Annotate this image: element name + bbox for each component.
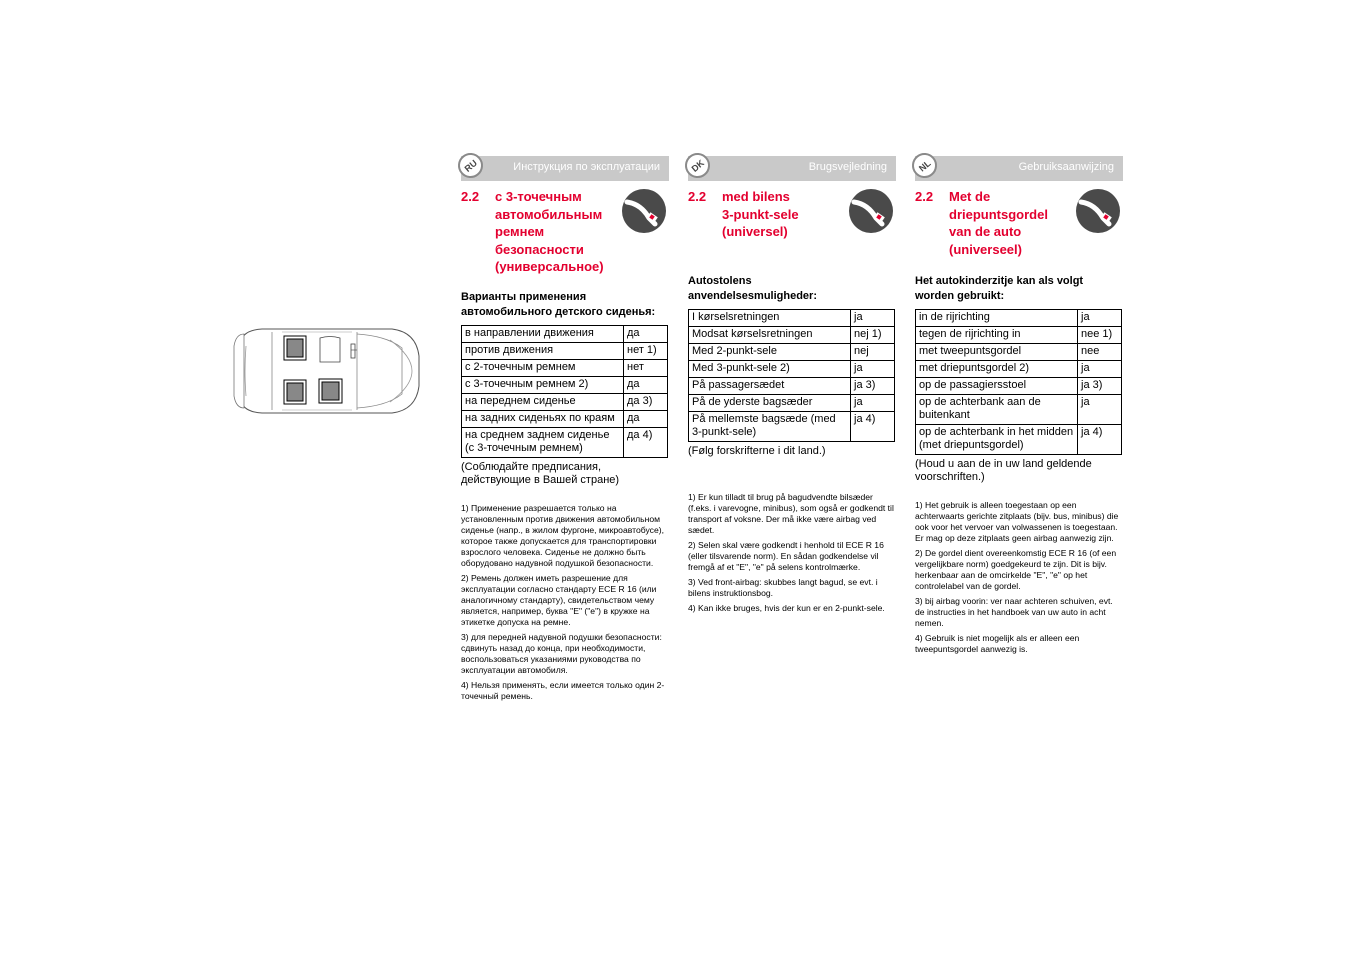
table-row: Med 2-punkt-sele nej [689, 343, 895, 360]
table-row: tegen de rijrichting in nee 1) [916, 327, 1122, 344]
footnote: 3) Ved front-airbag: skubbes langt bagud, se evt. i bilens instruktionsbog. [688, 576, 878, 598]
section-heading [688, 188, 896, 241]
table-row: met tweepuntsgordel nee [916, 344, 1122, 361]
language-badge: RU [453, 148, 488, 183]
column-header [688, 156, 896, 181]
table-row: на задних сиденьях по краям да [462, 410, 668, 427]
table-row: På de yderste bagsæder ja [689, 394, 895, 411]
table-row: с 2-точечным ремнем нет [462, 359, 668, 376]
footnote: 1) Er kun tilladt til brug på bagudvendte bilsæder (f.eks. i varevogne, minibus), som også er godkendt til transport af voksne. Der må ikke være airbag ved sædet. [688, 491, 894, 535]
table-row: op de achterbank in het midden (met driepuntsgordel) ja 4) [916, 425, 1122, 455]
usage-subheading: Het autokinderzitje kan als volgt worden gebruikt: [915, 275, 1084, 302]
usage-subheading: Autostolens anvendelsesmuligheder: [688, 274, 817, 302]
table-row: Med 3-punkt-sele 2) ja [689, 360, 895, 377]
regulations-note: (Соблюдайте предписания, действующие в Вашей стране) [461, 460, 620, 486]
table-row: на среднем заднем сиденье (с 3-точечным ремнем) да 4) [462, 427, 668, 457]
section-title: med bilens 3-punkt-sele (universel) [722, 189, 799, 239]
table-row: in de rijrichting ja [916, 310, 1122, 327]
footnote: 3) bij airbag voorin: ver naar achteren schuiven, evt. de instructies in het handboek van uw auto in acht nemen. [915, 596, 1113, 628]
column-nl [915, 156, 1123, 659]
column-header [461, 156, 669, 181]
footnote: 4) Нельзя применять, если имеется только один 2-точечный ремень. [461, 679, 665, 701]
footnote: 2) Selen skal være godkendt i henhold til ECE R 16 (eller tilsvarende norm). En sådan godkendelse vil fremgå af et "E", "e" på selens kontrolmærke. [688, 539, 884, 572]
language-badge: DK [680, 148, 715, 183]
usage-subheading: Варианты применения автомобильного детского сиденья: [461, 290, 656, 318]
footnote: 4) Gebruik is niet mogelijk als er alleen een tweepuntsgordel aanwezig is. [915, 633, 1080, 654]
footnote: 2) Ремень должен иметь разрешение для эксплуатации согласно стандарту ECE R 16 (или аналогичному стандарту), свидетельством чему является, например, буква "E" ("e") в кружке на этикетке допуска на ремне. [461, 572, 657, 627]
footnotes [688, 492, 896, 614]
table-row: met driepuntsgordel 2) ja [916, 361, 1122, 378]
section-title: с 3-точечным автомобильным ремнем безопасности (универсальное) [495, 189, 604, 274]
footnote: 2) De gordel dient overeenkomstig ECE R 16 (of een vergelijkbare norm) goedgekeurd te zijn. Dit is bijv. herkenbaar aan de omcirkelde "E", "e" op het controlelabel van de gordel. [915, 548, 1117, 591]
seatbelt-icon [848, 188, 894, 234]
car-seating-diagram [232, 326, 422, 416]
table-row: Modsat kørselsretningen nej 1) [689, 326, 895, 343]
column-ru [461, 156, 669, 706]
usage-table [915, 309, 1122, 455]
regulations-note: (Følg forskrifterne i dit land.) [688, 444, 826, 457]
regulations-note: (Houd u aan de in uw land geldende voorschriften.) [915, 458, 1092, 483]
table-row: På passagersædet ja 3) [689, 377, 895, 394]
table-row: против движения нет 1) [462, 342, 668, 359]
footnote: 1) Het gebruik is alleen toegestaan op een achterwaarts gerichte zitplaats (bijv. bus, minibus) die ook voor het vervoer van volwassenen is toegestaan. Er mag op deze zitplaats geen airbag aanwezig zijn. [915, 500, 1119, 543]
seatbelt-icon [621, 188, 667, 234]
header-title: Brugsvejledning [808, 161, 887, 173]
section-number: 2.2 [915, 189, 934, 204]
table-row: с 3-точечным ремнем 2) да [462, 376, 668, 393]
footnotes [461, 503, 669, 702]
header-title: Gebruiksaanwijzing [1018, 161, 1114, 173]
footnote: 1) Применение разрешается только на установленным против движения автомобильном сиденье (напр., в жилом фургоне, микроавтобусе), которое также допускается для транспортировки взрослого человека. Сиденье не должно быть оборудовано надувной подушкой безопасности. [461, 502, 664, 568]
section-number: 2.2 [461, 189, 480, 204]
usage-table [688, 309, 895, 442]
table-row: op de achterbank aan de buitenkant ja [916, 395, 1122, 425]
table-row: op de passagiersstoel ja 3) [916, 378, 1122, 395]
column-header [915, 156, 1123, 181]
language-badge: NL [907, 148, 942, 183]
footnote: 4) Kan ikke bruges, hvis der kun er en 2-punkt-sele. [688, 602, 885, 613]
section-number: 2.2 [688, 189, 707, 204]
footnotes [915, 500, 1123, 655]
seatbelt-icon [1075, 188, 1121, 234]
section-title: Met de driepuntsgordel van de auto (universeel) [949, 189, 1048, 257]
table-row: I kørselsretningen ja [689, 309, 895, 326]
table-row: в направлении движения да [462, 325, 668, 342]
section-heading [461, 188, 669, 276]
footnote: 3) для передней надувной подушки безопасности: сдвинуть назад до конца, при необходимости, воспользоваться указаниями руководства по эксплуатации автомобиля. [461, 631, 662, 675]
header-title: Инструкция по эксплуатации [513, 161, 660, 173]
column-dk [688, 156, 896, 618]
table-row: на переднем сиденье да 3) [462, 393, 668, 410]
usage-table [461, 325, 668, 458]
section-heading [915, 188, 1123, 258]
table-row: På mellemste bagsæde (med 3-punkt-sele) ja 4) [689, 411, 895, 441]
